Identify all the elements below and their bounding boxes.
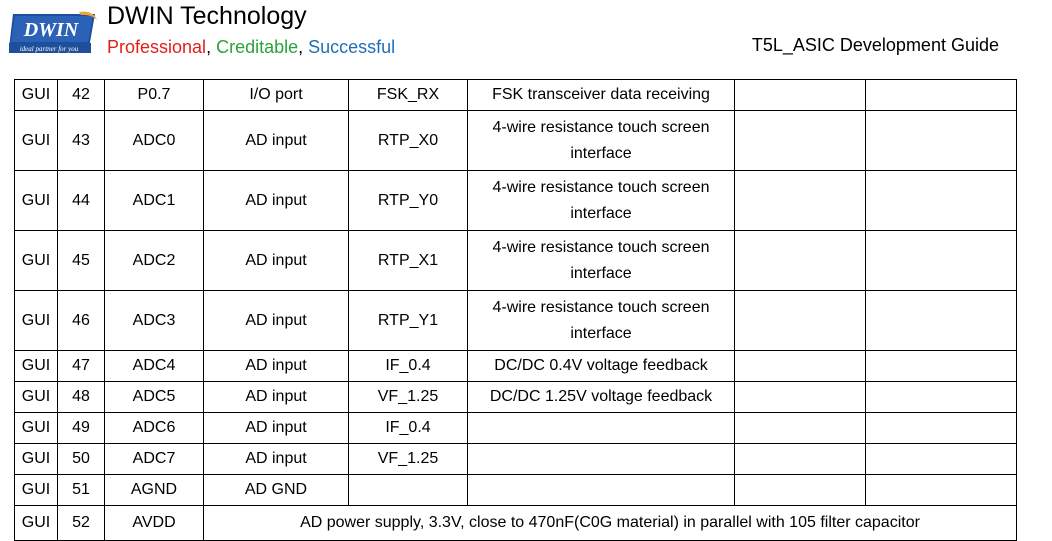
cell-pin: 50 — [58, 444, 105, 475]
cell-extra — [866, 382, 1017, 413]
table-row — [15, 171, 1017, 231]
cell-name: ADC1 — [105, 171, 204, 231]
cell-description — [468, 444, 735, 475]
table-row — [15, 80, 1017, 111]
cell-group: GUI — [15, 171, 58, 231]
cell-extra — [735, 351, 866, 382]
slogan-professional: Professional — [107, 37, 207, 57]
cell-function: IF_0.4 — [349, 351, 468, 382]
cell-function: VF_1.25 — [349, 382, 468, 413]
cell-name: AVDD — [105, 506, 204, 541]
description-line: 4-wire resistance touch screen — [492, 118, 710, 136]
cell-group: GUI — [15, 231, 58, 291]
description-line: interface — [570, 264, 632, 282]
cell-pin: 52 — [58, 506, 105, 541]
cell-extra — [866, 80, 1017, 111]
cell-type: AD input — [204, 382, 349, 413]
page-header — [0, 0, 1052, 70]
cell-extra — [735, 291, 866, 351]
cell-name: ADC0 — [105, 111, 204, 171]
description-line: interface — [570, 204, 632, 222]
cell-description — [468, 171, 735, 231]
cell-extra — [866, 111, 1017, 171]
cell-description — [468, 291, 735, 351]
cell-extra — [735, 171, 866, 231]
slogan-separator: , — [298, 37, 309, 57]
cell-description: FSK transceiver data receiving — [468, 80, 735, 111]
table-row — [15, 291, 1017, 351]
cell-function — [349, 475, 468, 506]
description-line: 4-wire resistance touch screen — [492, 178, 710, 196]
description-line: interface — [570, 324, 632, 342]
cell-function: IF_0.4 — [349, 413, 468, 444]
cell-description: DC/DC 0.4V voltage feedback — [468, 351, 735, 382]
cell-function: FSK_RX — [349, 80, 468, 111]
table-row — [15, 475, 1017, 506]
cell-extra — [866, 351, 1017, 382]
brand-name: DWIN Technology — [107, 2, 307, 30]
cell-pin: 48 — [58, 382, 105, 413]
table-row — [15, 111, 1017, 171]
cell-pin: 43 — [58, 111, 105, 171]
cell-type: AD input — [204, 413, 349, 444]
cell-type: AD input — [204, 444, 349, 475]
table-row — [15, 444, 1017, 475]
cell-group: GUI — [15, 475, 58, 506]
cell-group: GUI — [15, 444, 58, 475]
cell-extra — [735, 444, 866, 475]
cell-function: RTP_Y0 — [349, 171, 468, 231]
cell-extra — [866, 444, 1017, 475]
cell-group: GUI — [15, 413, 58, 444]
cell-pin: 51 — [58, 475, 105, 506]
cell-type: I/O port — [204, 80, 349, 111]
logo-tagline: ideal partner for you — [19, 45, 79, 53]
cell-name: AGND — [105, 475, 204, 506]
cell-extra — [735, 413, 866, 444]
cell-function: RTP_X0 — [349, 111, 468, 171]
cell-type: AD input — [204, 111, 349, 171]
cell-pin: 44 — [58, 171, 105, 231]
cell-group: GUI — [15, 351, 58, 382]
cell-pin: 47 — [58, 351, 105, 382]
description-line: 4-wire resistance touch screen — [492, 238, 710, 256]
brand-slogan — [107, 37, 395, 58]
cell-description — [468, 231, 735, 291]
slogan-successful: Successful — [308, 37, 396, 57]
cell-extra — [735, 80, 866, 111]
cell-function: RTP_Y1 — [349, 291, 468, 351]
cell-name: ADC4 — [105, 351, 204, 382]
logo-text: DWIN — [23, 19, 79, 41]
cell-type: AD GND — [204, 475, 349, 506]
pin-definition-table — [14, 79, 1017, 541]
table-row — [15, 382, 1017, 413]
cell-type: AD input — [204, 351, 349, 382]
cell-extra — [866, 171, 1017, 231]
cell-group: GUI — [15, 80, 58, 111]
table-row — [15, 413, 1017, 444]
cell-pin: 45 — [58, 231, 105, 291]
cell-group: GUI — [15, 291, 58, 351]
cell-function: RTP_X1 — [349, 231, 468, 291]
cell-extra — [735, 382, 866, 413]
table-row — [15, 351, 1017, 382]
description-line: 4-wire resistance touch screen — [492, 298, 710, 316]
cell-name: ADC7 — [105, 444, 204, 475]
dwin-logo — [9, 10, 99, 55]
table-row — [15, 506, 1017, 541]
cell-extra — [866, 291, 1017, 351]
slogan-separator: , — [206, 37, 217, 57]
cell-extra — [866, 475, 1017, 506]
cell-description: DC/DC 1.25V voltage feedback — [468, 382, 735, 413]
cell-group: GUI — [15, 111, 58, 171]
cell-extra — [735, 231, 866, 291]
cell-pin: 42 — [58, 80, 105, 111]
cell-extra — [735, 475, 866, 506]
cell-type: AD input — [204, 291, 349, 351]
cell-extra — [866, 231, 1017, 291]
table-row — [15, 231, 1017, 291]
cell-group: GUI — [15, 506, 58, 541]
cell-name: ADC6 — [105, 413, 204, 444]
cell-merged-description: AD power supply, 3.3V, close to 470nF(C0G material) in parallel with 105 filter capacitor — [204, 506, 1017, 541]
cell-description — [468, 111, 735, 171]
cell-function: VF_1.25 — [349, 444, 468, 475]
description-line: interface — [570, 144, 632, 162]
cell-name: P0.7 — [105, 80, 204, 111]
cell-description — [468, 475, 735, 506]
cell-type: AD input — [204, 231, 349, 291]
cell-extra — [735, 111, 866, 171]
cell-name: ADC2 — [105, 231, 204, 291]
slogan-creditable: Creditable — [216, 37, 299, 57]
document-title: T5L_ASIC Development Guide — [751, 35, 999, 55]
cell-pin: 49 — [58, 413, 105, 444]
cell-group: GUI — [15, 382, 58, 413]
cell-name: ADC3 — [105, 291, 204, 351]
cell-type: AD input — [204, 171, 349, 231]
cell-description — [468, 413, 735, 444]
cell-name: ADC5 — [105, 382, 204, 413]
cell-pin: 46 — [58, 291, 105, 351]
cell-extra — [866, 413, 1017, 444]
